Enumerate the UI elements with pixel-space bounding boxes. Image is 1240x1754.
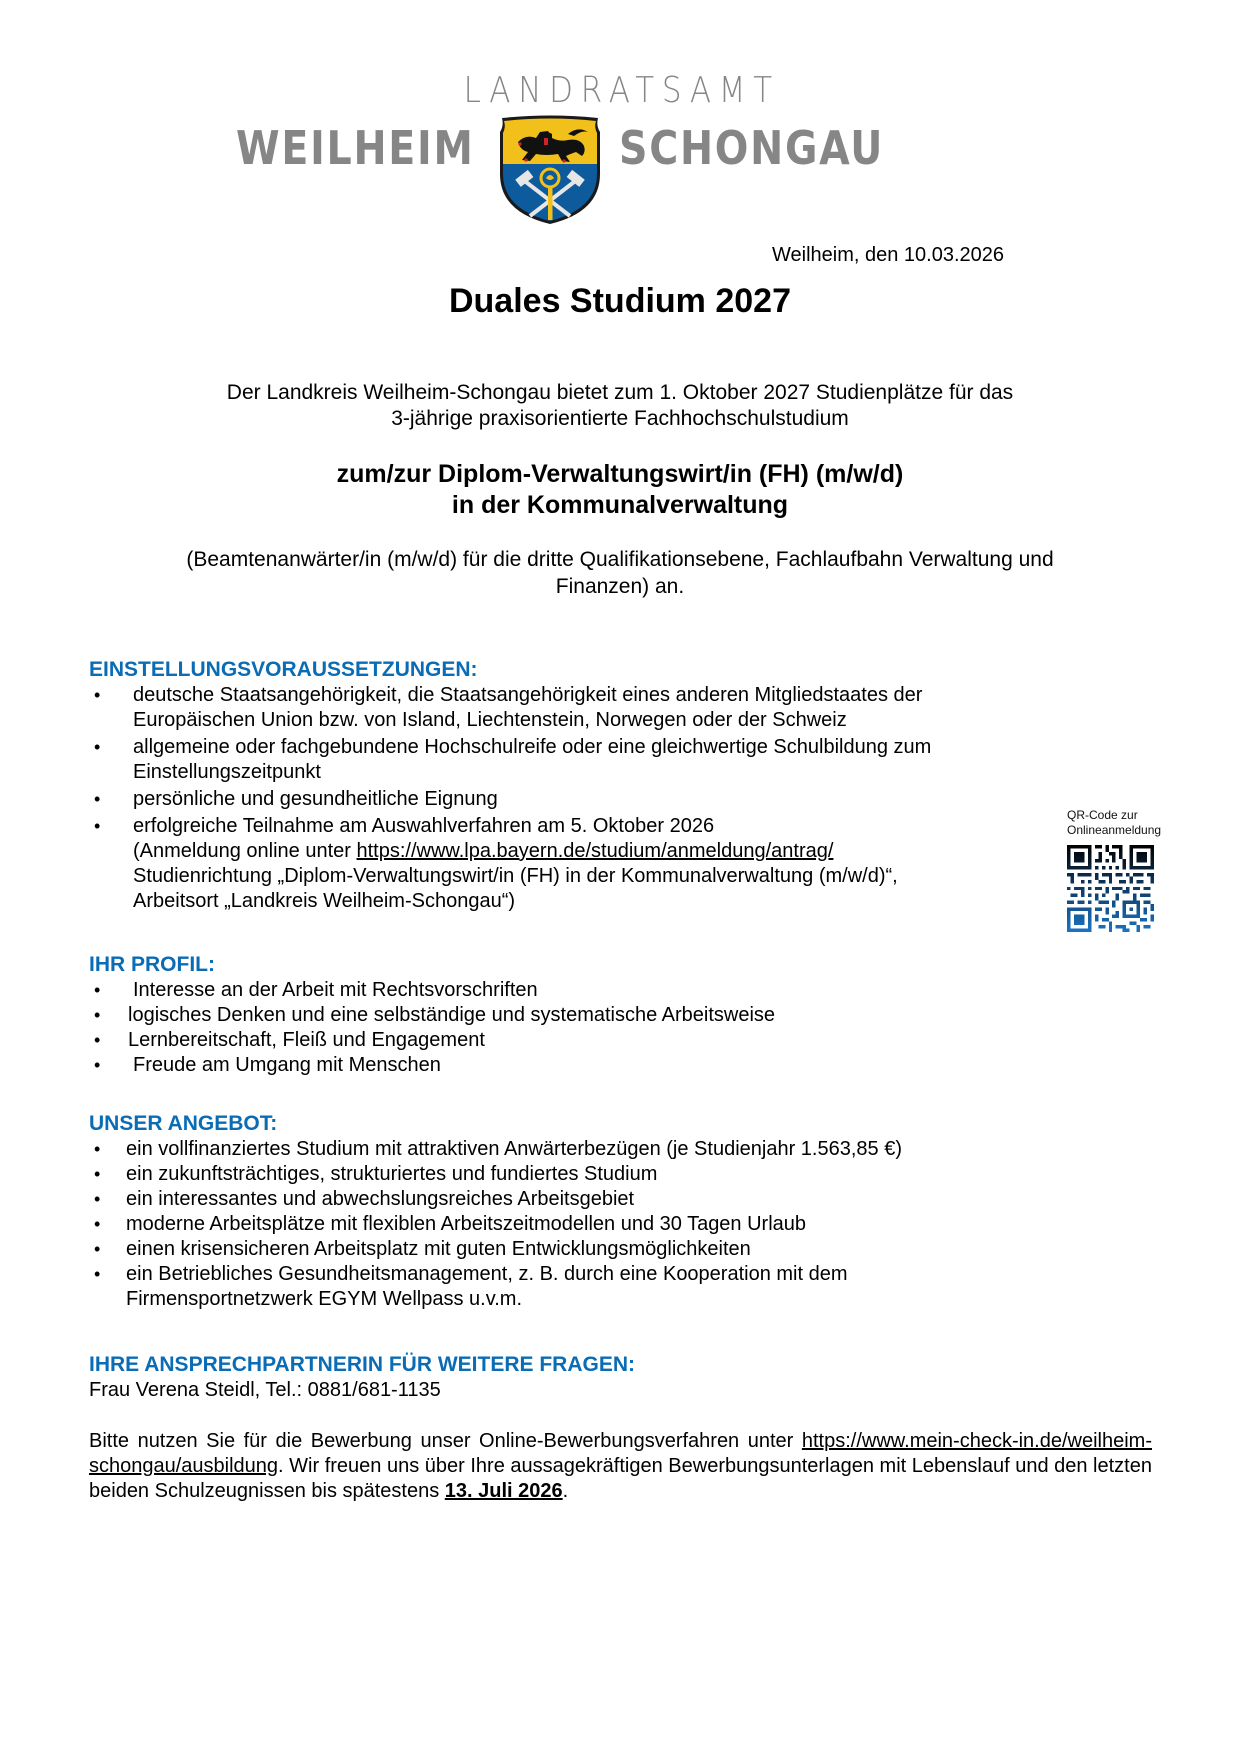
list-item-text: ein interessantes und abwechslungsreiches Arbeitsgebiet: [126, 1188, 635, 1210]
list-item: [89, 787, 1154, 812]
page-title: Duales Studium 2027: [448, 282, 791, 320]
list-item: [89, 1212, 1154, 1237]
coat-of-arms-icon: [496, 112, 604, 226]
requirements-heading: EINSTELLUNGSVORAUSSETZUNGEN:: [89, 658, 478, 681]
registration-prefix: (Anmeldung online unter: [133, 840, 357, 862]
bullet-icon: •: [94, 1189, 101, 1209]
list-item-text: allgemeine oder fachgebundene Hochschulreife oder eine gleichwertige Schulbildung zum: [133, 736, 932, 758]
list-item-text: ein vollfinanziertes Studium mit attraktiven Anwärterbezügen (je Studienjahr 1.563,85 €): [126, 1138, 902, 1160]
bullet-icon: •: [94, 789, 101, 809]
list-item-text: moderne Arbeitsplätze mit flexiblen Arbeitszeitmodellen und 30 Tagen Urlaub: [126, 1213, 807, 1235]
bullet-icon: •: [94, 1005, 101, 1025]
contact-heading: IHRE ANSPRECHPARTNERIN FÜR WEITERE FRAGEN:: [89, 1353, 636, 1376]
bullet-icon: •: [94, 1264, 101, 1284]
offer-heading: UNSER ANGEBOT:: [89, 1112, 278, 1135]
list-item-text: Freude am Umgang mit Menschen: [133, 1054, 441, 1076]
job-title: [0, 459, 1240, 521]
list-item: [89, 1137, 1154, 1162]
list-item: [89, 1262, 1154, 1312]
qr-code-label: [1067, 808, 1161, 838]
list-item-text: Firmensportnetzwerk EGYM Wellpass u.v.m.: [126, 1288, 523, 1310]
list-item: [89, 1237, 1154, 1262]
lpa-registration-link[interactable]: https://www.lpa.bayern.de/studium/anmeldung/antrag/: [356, 840, 834, 862]
profile-list: [89, 978, 1154, 1078]
application-portal-link[interactable]: https://www.mein-check-in.de/weilheim-schongau/ausbildung: [89, 1430, 1152, 1477]
list-item: [89, 814, 1154, 914]
list-item-text: Studienrichtung „Diplom-Verwaltungswirt/in (FH) in der Kommunalverwaltung (m/w/d)“,: [133, 865, 898, 887]
list-item: [89, 1187, 1154, 1212]
closing-text: .: [562, 1480, 569, 1502]
logo-weilheim: WEILHEIM: [236, 121, 475, 175]
intro-line-1: Der Landkreis Weilheim-Schongau bietet zum 1. Oktober 2027 Studienplätze für das: [226, 381, 1014, 404]
requirements-section: [89, 657, 1154, 916]
offer-section: [89, 1111, 1154, 1312]
logo-top-text: LANDRATSAMT: [463, 70, 780, 111]
bullet-icon: •: [94, 1139, 101, 1159]
application-deadline: 13. Juli 2026: [444, 1480, 563, 1502]
contact-person: Frau Verena Steidl, Tel.: 0881/681-1135: [89, 1379, 441, 1401]
list-item: [89, 735, 1154, 785]
list-item-text: Interesse an der Arbeit mit Rechtsvorschriften: [133, 979, 538, 1001]
list-item-text: Europäischen Union bzw. von Island, Liechtenstein, Norwegen oder der Schweiz: [133, 709, 847, 731]
qr-label-line-1: QR-Code zur: [1067, 808, 1138, 822]
career-note: [0, 546, 1240, 600]
list-item: [89, 1162, 1154, 1187]
list-item: [89, 1053, 1154, 1078]
list-item: [89, 1003, 1154, 1028]
list-item-text: persönliche und gesundheitliche Eignung: [133, 788, 498, 810]
list-item-text: Arbeitsort „Landkreis Weilheim-Schongau“): [133, 890, 516, 912]
list-item-text: Lernbereitschaft, Fleiß und Engagement: [128, 1029, 485, 1051]
list-item-text: [133, 839, 1154, 864]
logo-landratsamt: [86, 70, 1152, 111]
list-item: [89, 978, 1154, 1003]
job-title-line-1: zum/zur Diplom-Verwaltungswirt/in (FH) (m/w/d): [336, 460, 904, 488]
bullet-icon: •: [94, 816, 101, 836]
bullet-icon: •: [94, 737, 101, 757]
list-item-text: deutsche Staatsangehörigkeit, die Staatsangehörigkeit eines anderen Mitgliedstaates der: [133, 684, 923, 706]
profile-heading: IHR PROFIL:: [89, 953, 215, 976]
logo-schongau: SCHONGAU: [619, 121, 885, 175]
career-note-line-1: (Beamtenanwärter/in (m/w/d) für die dritte Qualifikationsebene, Fachlaufbahn Verwaltung und: [186, 548, 1054, 571]
bullet-icon: •: [94, 685, 101, 705]
closing-paragraph: [89, 1429, 1152, 1504]
list-item: [89, 1028, 1154, 1053]
bullet-icon: •: [94, 1214, 101, 1234]
bullet-icon: •: [94, 1164, 101, 1184]
career-note-line-2: Finanzen) an.: [555, 575, 685, 598]
list-item-text: erfolgreiche Teilnahme am Auswahlverfahren am 5. Oktober 2026: [133, 815, 715, 837]
job-title-line-2: in der Kommunalverwaltung: [451, 491, 789, 519]
intro-text: [0, 380, 1240, 432]
list-item-text: logisches Denken und eine selbständige und systematische Arbeitsweise: [128, 1004, 776, 1026]
list-item-text: Einstellungszeitpunkt: [133, 761, 321, 783]
list-item-text: ein zukunftsträchtiges, strukturiertes und fundiertes Studium: [126, 1163, 658, 1185]
requirements-list: [89, 683, 1154, 914]
closing-text: . Wir freuen uns über Ihre aussagekräftigen Bewerbungsunterlagen mit Lebenslauf und den letzten beiden Schulzeugnissen bis spätestens: [89, 1455, 1152, 1502]
qr-code-icon[interactable]: [1067, 845, 1154, 932]
profile-section: [89, 952, 1154, 1078]
qr-label-line-2: Onlineanmeldung: [1067, 823, 1162, 837]
offer-list: [89, 1137, 1154, 1312]
date-line: Weilheim, den 10.03.2026: [771, 244, 1004, 266]
list-item-text: einen krisensicheren Arbeitsplatz mit guten Entwicklungsmöglichkeiten: [126, 1238, 751, 1260]
closing-text: Bitte nutzen Sie für die Bewerbung unser Online-Bewerbungsverfahren unter: [89, 1430, 802, 1452]
bullet-icon: •: [94, 1055, 101, 1075]
bullet-icon: •: [94, 980, 101, 1000]
list-item: [89, 683, 1154, 733]
list-item-text: ein Betriebliches Gesundheitsmanagement, z. B. durch eine Kooperation mit dem: [126, 1263, 848, 1285]
bullet-icon: •: [94, 1030, 101, 1050]
bullet-icon: •: [94, 1239, 101, 1259]
contact-section: [89, 1352, 1154, 1403]
intro-line-2: 3-jährige praxisorientierte Fachhochschulstudium: [391, 407, 849, 430]
